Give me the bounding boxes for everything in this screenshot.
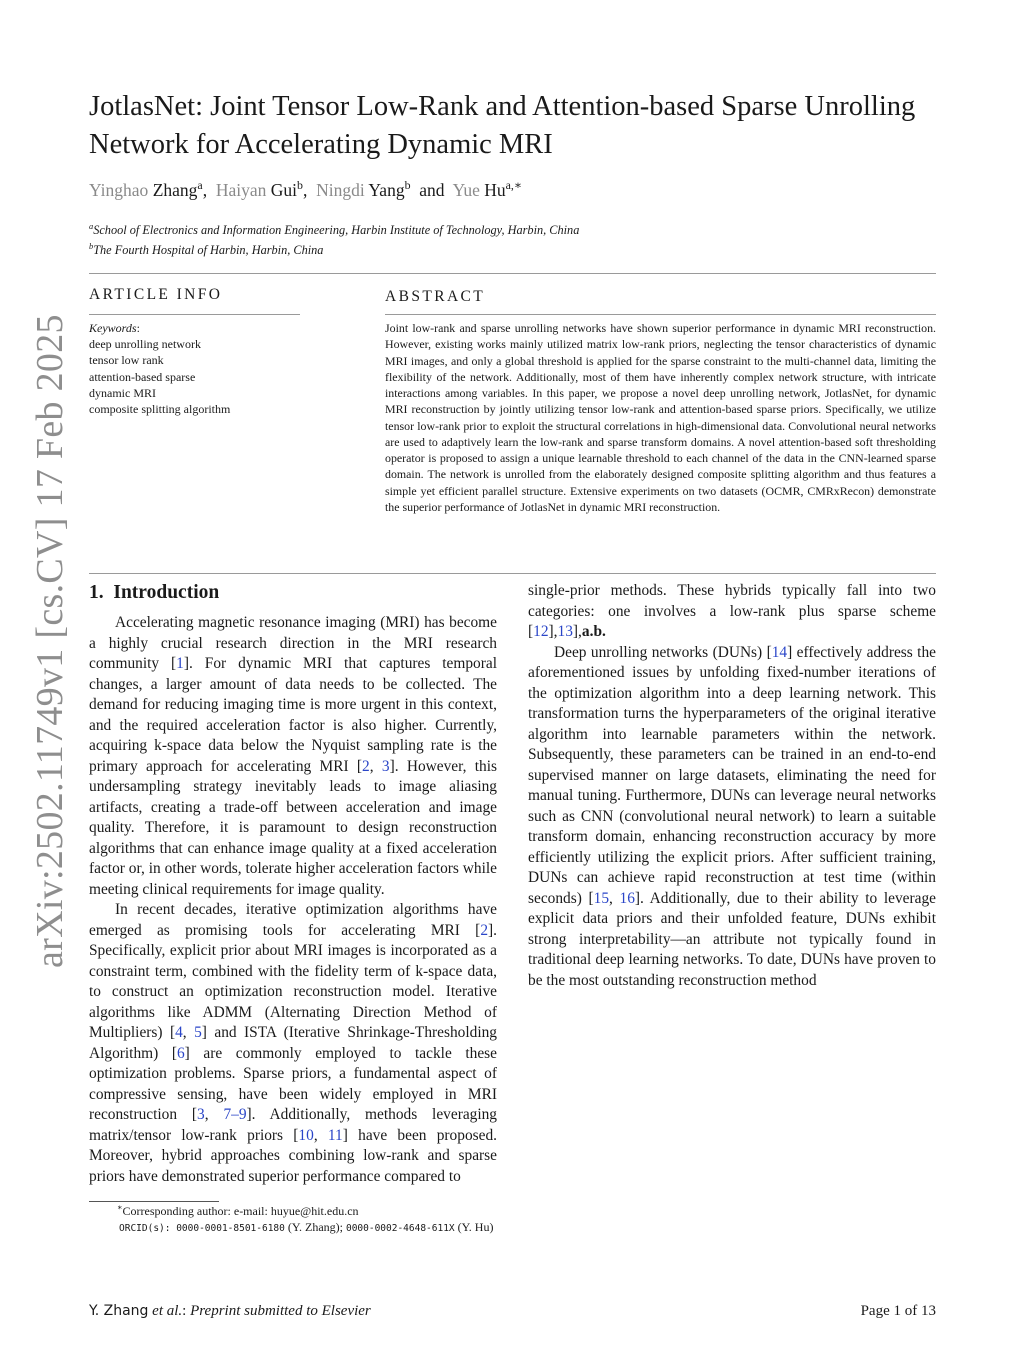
running-footer — [89, 1303, 371, 1320]
affiliation-text: The Fourth Hospital of Harbin, Harbin, China — [93, 243, 324, 257]
text-run: , — [609, 889, 620, 907]
citation-link[interactable]: 10 — [298, 1126, 314, 1144]
text-run: Accelerating magnetic resonance imaging (MRI) has become a highly crucial research direction in the MRI research community [ — [89, 614, 497, 672]
author-family-name: Zhang — [152, 180, 198, 200]
citation-link[interactable]: 4 — [175, 1024, 183, 1041]
footnote-marker: ∗ — [117, 1203, 123, 1212]
citation-link[interactable]: 3 — [197, 1106, 205, 1123]
affiliation-marker: a — [89, 221, 94, 231]
citation-link[interactable]: 14 — [771, 643, 788, 661]
author-given-name: Yinghao — [89, 180, 149, 200]
text-run: ]. Specifically, explicit prior about MRI images is incorporated as a constraint term, combined with the fidelity term of k-space data, to construct an optimization reconstruction model. Iterative algorithms like ADMM (Alternating Direction Method of Multipliers) [ — [89, 921, 497, 1041]
keywords-block — [89, 320, 329, 417]
intro-paragraph-2-continued — [528, 581, 936, 643]
right-column — [528, 581, 936, 991]
section-title: Introduction — [113, 582, 220, 603]
citation-link[interactable]: 13 — [557, 623, 573, 640]
affiliation — [89, 240, 579, 260]
affiliation-marker: b — [89, 241, 94, 251]
text-run: ]. However, this undersampling strategy inevitably leads to image aliasing artifacts, creating a trade-off between acceleration and image quality. Therefore, it is paramount to design reconstruction algorithms that can enhance image quality at a fixed acceleration factor or, in other words, tolerate higher acceleration factors while meeting clinical requirements for image quality. — [89, 757, 497, 898]
author-given-name: Yue — [452, 180, 480, 200]
abstract-bottom-divider — [89, 573, 936, 574]
author-affil-marker: b — [296, 178, 303, 193]
abstract-text: Joint low-rank and sparse unrolling networks have shown superior performance in dynamic MRI reconstruction. However, existing works mainly utilized matrix low-rank priors, neglecting the tensor characteristics of dynamic MRI images, and only a global threshold is applied for the sparse constraint to the multi-channel data, limiting the flexibility of the network. Additionally, most of them have inherently complex network structure, with intricate interactions among variables. In this paper, we propose a novel deep unrolling network, JotlasNet, for dynamic MRI reconstruction by jointly utilizing tensor low-rank and attention-based sparse priors. Specifically, we utilize tensor low-rank prior to exploit the structural correlations in high-dimensional data. Convolutional neural networks are used to adaptively learn the low-rank and sparse transform domains. A novel attention-based soft thresholding operator is proposed to assign a unique learnable threshold to each channel of the data in the CNN-learned sparse domain. The network is unrolled from the elaborately designed composite splitting algorithm and thus features a simple yet efficient parallel structure. Extensive experiments on two datasets (OCMR, CMRxRecon) demonstrate the superior performance of JotlasNet in dynamic MRI reconstruction. — [385, 321, 936, 514]
author-family-name: Gui — [270, 180, 297, 200]
footnote-text: Corresponding author: e-mail: huyue@hit.edu.cn — [122, 1204, 359, 1218]
paper-title: JotlasNet: Joint Tensor Low-Rank and Attention-based Sparse Unrolling Network for Accelerating Dynamic MRI — [89, 91, 916, 160]
text-run: ], — [572, 623, 582, 640]
author-affil-marker: a,∗ — [505, 178, 522, 193]
orcid-owner: (Y. Zhang); — [284, 1220, 346, 1234]
author-given-name: Ningdi — [316, 180, 365, 200]
intro-paragraph-2 — [89, 900, 497, 1187]
text-run: Deep unrolling networks (DUNs) [ — [554, 643, 772, 661]
text-run: In recent decades, iterative optimization algorithms have emerged as promising tools for accelerating MRI [ — [89, 901, 497, 939]
article-info-divider — [89, 314, 300, 315]
text-run: ] are commonly employed to tackle these optimization problems. Sparse priors, a fundamental aspect of compressive sensing, have been widely employed in MRI reconstruction [ — [89, 1044, 497, 1123]
affiliations — [89, 220, 579, 260]
intro-paragraph-1 — [89, 613, 497, 900]
orcid-label: ORCID(s): — [119, 1223, 177, 1234]
citation-link[interactable]: 12 — [533, 623, 549, 640]
keywords-colon: : — [136, 321, 140, 335]
text-run: ] have been proposed. Moreover, hybrid approaches combining low-rank and sparse priors have demonstrated superior performance compared to — [89, 1126, 498, 1185]
list-marker: b. — [593, 623, 606, 640]
author-family-name: Yang — [368, 180, 405, 200]
text-run: ] effectively address the aforementioned issues by unfolding fixed-number iterations of the optimization algorithm into a deep learning network. This transformation turns the hyperparameters of the original iterative algorithm into learnable parameters within the network. Subsequently, these parameters can be trained in an end-to-end supervised manner on large datasets, eliminating the need for manual tuning. Furthermore, DUNs can leverage neural networks such as CNN (convolutional neural network) to learn a suitable transform domain, enhancing reconstruction accuracy by more efficiently utilizing the explicit priors. After sufficient training, DUNs can achieve rapid reconstruction at test time (within seconds) [ — [528, 643, 936, 907]
citation-link[interactable]: 15 — [593, 889, 610, 907]
citation-link[interactable]: 7–9 — [223, 1106, 247, 1123]
text-run: ]. For dynamic MRI that captures temporal changes, a larger amount of data needs to be collected. The demand for reducing imaging time is more urgent in this context, and the required acceleration factor is also higher. Currently, acquiring k-space data below the Nyquist sampling rate is the primary approach for accelerating MRI [ — [89, 655, 497, 775]
author — [216, 180, 303, 200]
text-run: , — [313, 1126, 328, 1144]
affiliation — [89, 220, 579, 240]
page-number: Page 1 of 13 — [860, 1303, 936, 1319]
section-number: 1. — [89, 582, 104, 603]
author — [316, 180, 410, 200]
author-separator: , — [202, 180, 208, 200]
citation-link[interactable]: 6 — [176, 1044, 185, 1062]
footer-author: Y. Zhang — [89, 1303, 149, 1319]
header-divider — [89, 273, 936, 274]
text-run: ], — [548, 623, 558, 640]
footnote-divider — [89, 1201, 219, 1202]
citation-link[interactable]: 2 — [362, 757, 370, 775]
keywords-label: Keywords — [89, 321, 137, 335]
footnote — [89, 1203, 497, 1237]
abstract-divider — [385, 314, 936, 315]
list-marker: a. — [581, 623, 594, 640]
author — [453, 180, 522, 200]
footer-journal: Preprint submitted to Elsevier — [190, 1303, 371, 1319]
text-run: ]. Additionally, due to their ability to leverage explicit data priors and their unfolded feature, DUNs exhibit strong interpretability—an attribute not typically found in traditional deep learning networks. To date, DUNs have proven to be the most outstanding reconstruction method — [528, 889, 936, 989]
affiliation-text: School of Electronics and Information Engineering, Harbin Institute of Technology, Harbin, China — [93, 223, 580, 237]
abstract-heading: ABSTRACT — [385, 288, 486, 305]
keyword: deep unrolling network — [89, 337, 201, 352]
left-column — [89, 613, 497, 1187]
author — [89, 180, 203, 200]
author-given-name: Haiyan — [215, 180, 267, 200]
keyword: tensor low rank — [89, 353, 164, 368]
article-info-heading: ARTICLE INFO — [89, 286, 223, 303]
author-list — [89, 178, 522, 202]
corresponding-author-note — [89, 1203, 497, 1219]
orcid-id: 0000-0002-4648-611X — [345, 1223, 455, 1234]
orcid-owner: (Y. Hu) — [454, 1220, 494, 1234]
text-run: ] and ISTA (Iterative Shrinkage-Thresholding Algorithm) [ — [89, 1024, 497, 1062]
text-run: , — [369, 757, 382, 775]
citation-link[interactable]: 11 — [327, 1126, 343, 1144]
text-run: single-prior methods. These hybrids typically fall into two categories: one involves a low-rank plus sparse scheme [ — [528, 582, 936, 640]
text-run: , — [204, 1106, 224, 1123]
citation-link[interactable]: 16 — [619, 889, 635, 907]
orcid-note — [89, 1219, 497, 1237]
keyword: composite splitting algorithm — [89, 402, 231, 417]
footer-etal: et al. — [152, 1303, 183, 1319]
footer-colon: : — [182, 1303, 191, 1319]
orcid-id: 0000-0001-8501-6180 — [176, 1223, 285, 1234]
citation-link[interactable]: 1 — [176, 655, 184, 672]
author-separator: , — [302, 180, 308, 200]
intro-paragraph-3 — [528, 643, 936, 992]
citation-link[interactable]: 3 — [381, 757, 390, 775]
keyword: attention-based sparse — [89, 369, 196, 384]
citation-link[interactable]: 5 — [194, 1024, 202, 1041]
author-affil-marker: a — [197, 178, 203, 193]
text-run: , — [182, 1024, 195, 1041]
author-conjunction: and — [419, 180, 445, 200]
keywords-label-line — [89, 320, 329, 336]
citation-link[interactable]: 2 — [480, 921, 489, 939]
section-heading-introduction — [89, 582, 219, 604]
author-affil-marker: b — [404, 178, 411, 193]
text-run: ]. Additionally, methods leveraging matrix/tensor low-rank priors [ — [89, 1106, 498, 1144]
arxiv-identifier: arXiv:2502.11749v1 [cs.CV] 17 Feb 2025 — [29, 314, 71, 968]
author-family-name: Hu — [484, 180, 506, 200]
keyword: dynamic MRI — [89, 385, 156, 400]
